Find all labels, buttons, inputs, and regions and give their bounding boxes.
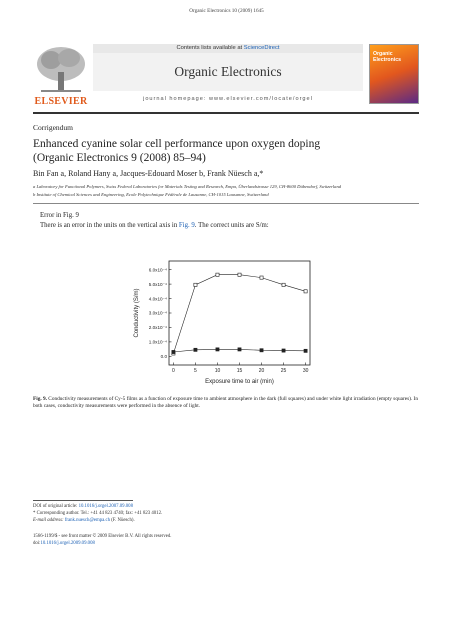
- y-tick-label: 0.0: [160, 354, 167, 360]
- chart-svg: [130, 255, 320, 387]
- original-doi-link[interactable]: 10.1016/j.orgel.2007.09.008: [78, 504, 133, 509]
- y-tick-label: 6.0x10⁻⁴: [148, 267, 167, 273]
- x-tick-label: 15: [236, 368, 243, 374]
- copyright-line: 1566-1199/$ - see front matter © 2009 Elsevier B.V. All rights reserved.: [33, 534, 172, 539]
- doi2-link[interactable]: 10.1016/j.orgel.2009.09.008: [40, 541, 95, 546]
- y-tick-label: 1.0x10⁻⁴: [148, 339, 167, 345]
- series-line-0: [173, 275, 305, 354]
- data-point-1: [194, 348, 197, 351]
- publisher-name: ELSEVIER: [34, 96, 88, 107]
- x-tick-label: 20: [258, 368, 265, 374]
- email-link[interactable]: frank.nuesch@empa.ch: [64, 518, 110, 523]
- data-point-1: [282, 349, 285, 352]
- footnote-email: [33, 518, 135, 523]
- running-head: Organic Electronics 10 (2009) 1645: [189, 8, 264, 14]
- data-point-0: [238, 273, 241, 276]
- data-point-1: [216, 348, 219, 351]
- email-suffix: (F. Nüesch).: [110, 518, 135, 523]
- x-tick-label: 30: [302, 368, 309, 374]
- article-title: [33, 137, 419, 165]
- data-point-0: [260, 276, 263, 279]
- contents-prefix: Contents lists available at: [176, 45, 244, 51]
- error-statement: [40, 222, 269, 229]
- conductivity-chart: [130, 255, 320, 387]
- y-tick-label: 5.0x10⁻⁴: [148, 281, 167, 287]
- x-axis-label: Exposure time to air (min): [205, 379, 274, 385]
- title-line2: (Organic Electronics 9 (2008) 85–94): [33, 152, 206, 164]
- y-tick-label: 2.0x10⁻⁴: [148, 325, 167, 331]
- footnote-corresponding: * Corresponding author. Tel.: +41 44 823 4740; fax: +41 823 4012.: [33, 511, 163, 516]
- caption-label: Fig. 9.: [33, 396, 47, 402]
- figure-caption: [33, 396, 419, 410]
- y-axis-label: Conductivity (S/m): [134, 288, 140, 338]
- y-tick-label: 4.0x10⁻⁴: [148, 296, 167, 302]
- error-text-2: . The correct units are S/m:: [194, 222, 269, 229]
- footnote-rule: [33, 500, 133, 501]
- elsevier-tree-logo: [33, 44, 89, 104]
- caption-text: Conductivity measurements of Cy-5 films as a function of exposure time to ambient atmosphere in the dark (full squares) and under white light irradiation (empty squares). In both cases, conductivity measurements were performed in the absence of light.: [33, 396, 418, 409]
- data-point-0: [216, 273, 219, 276]
- author-list: Bin Fan a, Roland Hany a, Jacques-Edouard Moser b, Frank Nüesch a,*: [33, 169, 264, 178]
- article-type: Corrigendum: [33, 123, 73, 132]
- journal-cover-image: [369, 44, 419, 104]
- data-point-0: [194, 283, 197, 286]
- affiliation-b: b Institute of Chemical Sciences and Engineering, Ecole Polytechnique Fédérale de Lausanne, CH-1015 Lausanne, Switzerland: [33, 192, 269, 197]
- x-tick-label: 10: [214, 368, 221, 374]
- email-prefix: E-mail address:: [33, 518, 65, 523]
- cover-title-line1: Organic: [373, 51, 393, 57]
- title-line1: Enhanced cyanine solar cell performance upon oxygen doping: [33, 138, 321, 150]
- journal-homepage[interactable]: journal homepage: www.elsevier.com/locate/orgel: [143, 96, 313, 102]
- header-rule: [33, 203, 419, 204]
- fig9-link[interactable]: Fig. 9: [178, 222, 195, 229]
- data-point-1: [260, 349, 263, 352]
- journal-title: Organic Electronics: [174, 64, 282, 79]
- data-point-1: [238, 348, 241, 351]
- doi2-prefix: doi:: [33, 541, 41, 546]
- contents-band: [93, 44, 363, 53]
- y-tick-label: 3.0x10⁻⁴: [148, 310, 167, 316]
- affiliation-a: a Laboratory for Functional Polymers, Swiss Federal Laboratories for Materials Testing and Research, Empa, Überlandstrasse 129, CH-8600 Dübendorf, Switzerland: [33, 184, 342, 189]
- cover-title-line2: Electronics: [373, 57, 401, 63]
- error-heading: Error in Fig. 9: [40, 212, 79, 219]
- x-tick-label: 0: [172, 368, 175, 374]
- footnote-doi: [33, 504, 133, 509]
- x-tick-label: 5: [194, 368, 197, 374]
- data-point-1: [172, 350, 175, 353]
- doi-line: [33, 541, 95, 546]
- error-text-1: There is an error in the units on the vertical axis in: [40, 222, 179, 229]
- data-point-0: [282, 283, 285, 286]
- x-tick-label: 25: [280, 368, 287, 374]
- data-point-1: [304, 349, 307, 352]
- masthead-rule: [33, 112, 419, 114]
- doi-prefix: DOI of original article:: [33, 504, 79, 509]
- sciencedirect-link[interactable]: ScienceDirect: [243, 45, 280, 51]
- data-point-0: [304, 290, 307, 293]
